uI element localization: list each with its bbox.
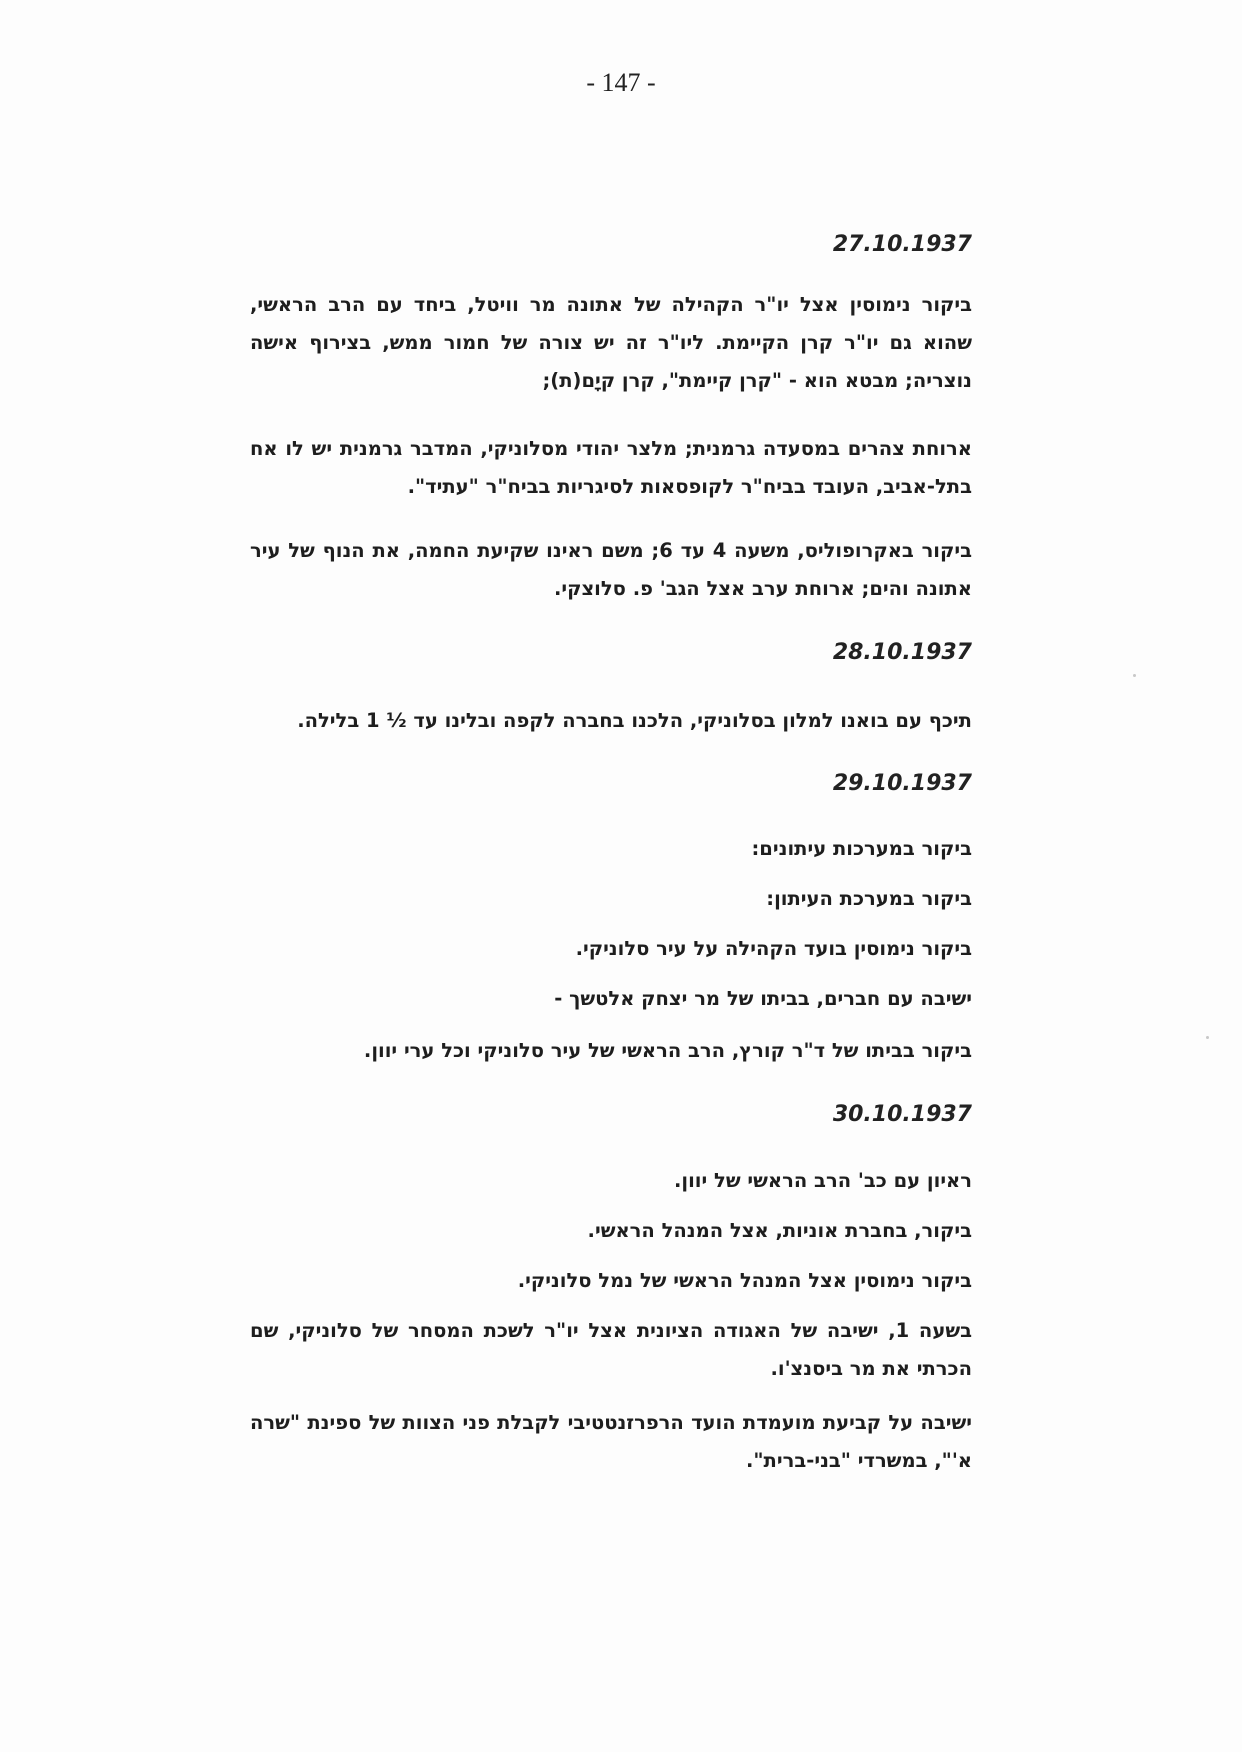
paragraph: ביקור במערכת העיתון: [766, 887, 972, 910]
section-date: 28.10.1937 [832, 640, 972, 665]
paragraph: ארוחת צהרים במסעדה גרמנית; מלצר יהודי מסלוניקי, המדבר גרמנית יש לו אח בתל-אביב, העובד בביח"ר לקופסאות לסיגריות בביח"ר "עתיד". [250, 437, 972, 498]
paragraph: ביקור, בחברת אוניות, אצל המנהל הראשי. [587, 1219, 972, 1242]
page-number: - 147 - [586, 68, 656, 97]
section-date: 30.10.1937 [832, 1102, 972, 1127]
paragraph: ביקור באקרופוליס, משעה 4 עד 6; משם ראינו שקיעת החמה, את הנוף של עיר אתונה והים; ארוחת ערב אצל הגב' פ. סלוצקי. [250, 539, 972, 600]
paragraph: בשעה 1, ישיבה של האגודה הציונית אצל יו"ר לשכת המסחר של סלוניקי, שם הכרתי את מר ביסנצ'ו. [250, 1319, 972, 1380]
section-date: 29.10.1937 [832, 771, 972, 796]
section-date: 27.10.1937 [832, 232, 972, 257]
paragraph: ישיבה על קביעת מועמדת הועד הרפרזנטטיבי לקבלת פני הצוות של ספינת "שרה א'", במשרדי "בני-ברית". [250, 1411, 972, 1472]
paragraph: תיכף עם בואנו למלון בסלוניקי, הלכנו בחברה לקפה ובלינו עד ½ 1 בלילה. [297, 709, 972, 732]
scan-speck [1206, 1036, 1209, 1039]
paragraph: ביקור בביתו של ד"ר קורץ, הרב הראשי של עיר סלוניקי וכל ערי יוון. [363, 1039, 972, 1062]
paragraph: ביקור במערכות עיתונים: [751, 837, 972, 860]
paragraph: ביקור נימוסין אצל יו"ר הקהילה של אתונה מר וויטל, ביחד עם הרב הראשי, שהוא גם יו"ר קרן הקיימת. ליו"ר זה יש צורה של חמור ממש, בצירוף אישה נוצריה; מבטא הוא - "קרן קיימת", קרן קיָם(ת); [250, 293, 972, 392]
paragraph: ביקור נימוסין אצל המנהל הראשי של נמל סלוניקי. [517, 1269, 972, 1292]
paragraph: ביקור נימוסין בועד הקהילה על עיר סלוניקי. [575, 937, 972, 960]
paragraph: ישיבה עם חברים, בביתו של מר יצחק אלטשך - [554, 987, 972, 1010]
scan-speck [1133, 674, 1136, 677]
paragraph: ראיון עם כב' הרב הראשי של יוון. [674, 1169, 972, 1192]
